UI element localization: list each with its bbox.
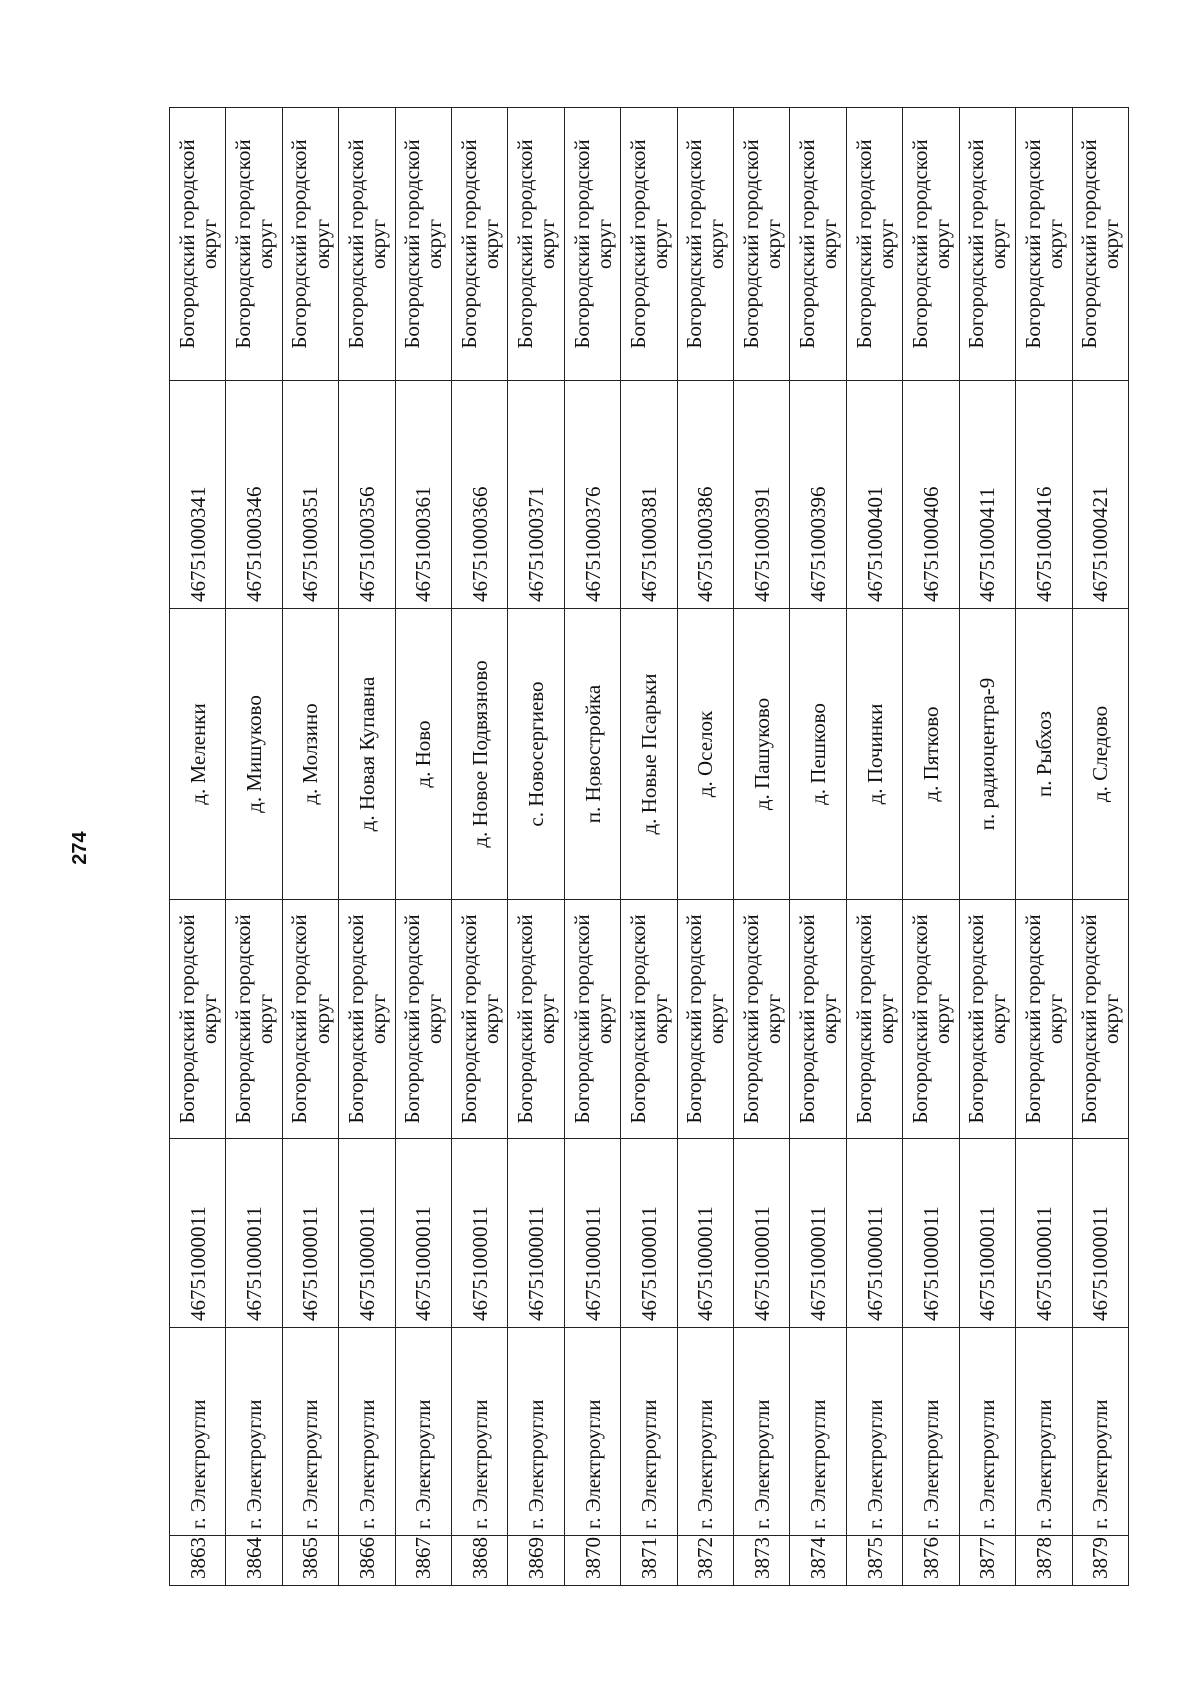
city-cell: г. Электроугли [508, 1328, 564, 1536]
settlement-district-cell: Богородский городской округ [1016, 108, 1072, 381]
row-number: 3878 [1016, 1536, 1072, 1586]
settlement-cell: д. Новые Псарьки [621, 609, 677, 900]
settlement-code-cell: 46751000361 [395, 381, 451, 609]
table-row [226, 108, 282, 1586]
district-cell: Богородский городской округ [903, 900, 959, 1139]
district-cell: Богородский городской округ [959, 900, 1015, 1139]
table-row [621, 108, 677, 1586]
city-cell: г. Электроугли [395, 1328, 451, 1536]
settlement-code-cell: 46751000366 [452, 381, 508, 609]
district-cell: Богородский городской округ [790, 900, 846, 1139]
settlement-cell: п. Новостройка [564, 609, 620, 900]
row-number: 3871 [621, 1536, 677, 1586]
settlement-code-cell: 46751000381 [621, 381, 677, 609]
settlement-cell: д. Мишуково [226, 609, 282, 900]
settlement-cell: д. Починки [846, 609, 902, 900]
settlement-district-cell: Богородский городской округ [395, 108, 451, 381]
settlement-code-cell: 46751000341 [170, 381, 226, 609]
city-cell: г. Электроугли [846, 1328, 902, 1536]
settlement-code-cell: 46751000396 [790, 381, 846, 609]
row-number: 3866 [339, 1536, 395, 1586]
settlement-code-cell: 46751000416 [1016, 381, 1072, 609]
settlement-district-cell: Богородский городской округ [282, 108, 338, 381]
city-cell: г. Электроугли [1072, 1328, 1129, 1536]
settlement-cell: д. Молзино [282, 609, 338, 900]
district-cell: Богородский городской округ [508, 900, 564, 1139]
settlement-district-cell: Богородский городской округ [226, 108, 282, 381]
table-row [395, 108, 451, 1586]
settlement-code-cell: 46751000376 [564, 381, 620, 609]
table-row [564, 108, 620, 1586]
settlements-table [169, 107, 1129, 1586]
settlement-district-cell: Богородский городской округ [790, 108, 846, 381]
okato-code-cell: 46751000011 [508, 1139, 564, 1328]
city-cell: г. Электроугли [226, 1328, 282, 1536]
settlement-district-cell: Богородский городской округ [1072, 108, 1129, 381]
settlement-district-cell: Богородский городской округ [846, 108, 902, 381]
okato-code-cell: 46751000011 [1072, 1139, 1129, 1328]
row-number: 3869 [508, 1536, 564, 1586]
row-number: 3877 [959, 1536, 1015, 1586]
table-body [170, 108, 1129, 1586]
okato-code-cell: 46751000011 [452, 1139, 508, 1328]
table-row [1072, 108, 1129, 1586]
settlement-cell: д. Пешково [790, 609, 846, 900]
table-row [790, 108, 846, 1586]
city-cell: г. Электроугли [790, 1328, 846, 1536]
settlement-code-cell: 46751000356 [339, 381, 395, 609]
district-cell: Богородский городской округ [1016, 900, 1072, 1139]
okato-code-cell: 46751000011 [564, 1139, 620, 1328]
okato-code-cell: 46751000011 [959, 1139, 1015, 1328]
okato-code-cell: 46751000011 [903, 1139, 959, 1328]
table-row [903, 108, 959, 1586]
city-cell: г. Электроугли [677, 1328, 733, 1536]
district-cell: Богородский городской округ [395, 900, 451, 1139]
district-cell: Богородский городской округ [621, 900, 677, 1139]
row-number: 3863 [170, 1536, 226, 1586]
settlement-code-cell: 46751000371 [508, 381, 564, 609]
table-row [282, 108, 338, 1586]
settlement-district-cell: Богородский городской округ [959, 108, 1015, 381]
city-cell: г. Электроугли [339, 1328, 395, 1536]
settlement-cell: д. Новое Подвязново [452, 609, 508, 900]
okato-code-cell: 46751000011 [170, 1139, 226, 1328]
settlement-cell: д. Пашуково [734, 609, 790, 900]
rotated-table-frame [169, 108, 1129, 1586]
district-cell: Богородский городской округ [339, 900, 395, 1139]
district-cell: Богородский городской округ [1072, 900, 1129, 1139]
settlement-district-cell: Богородский городской округ [564, 108, 620, 381]
settlement-cell: д. Оселок [677, 609, 733, 900]
okato-code-cell: 46751000011 [1016, 1139, 1072, 1328]
page-number: 274 [68, 831, 91, 865]
city-cell: г. Электроугли [903, 1328, 959, 1536]
row-number: 3868 [452, 1536, 508, 1586]
okato-code-cell: 46751000011 [226, 1139, 282, 1328]
settlement-district-cell: Богородский городской округ [339, 108, 395, 381]
table-row [452, 108, 508, 1586]
city-cell: г. Электроугли [170, 1328, 226, 1536]
district-cell: Богородский городской округ [677, 900, 733, 1139]
settlement-district-cell: Богородский городской округ [734, 108, 790, 381]
settlement-code-cell: 46751000406 [903, 381, 959, 609]
district-cell: Богородский городской округ [226, 900, 282, 1139]
table-row [677, 108, 733, 1586]
okato-code-cell: 46751000011 [790, 1139, 846, 1328]
okato-code-cell: 46751000011 [282, 1139, 338, 1328]
settlement-district-cell: Богородский городской округ [677, 108, 733, 381]
settlement-cell: д. Ново [395, 609, 451, 900]
table-container [169, 108, 1129, 1586]
row-number: 3874 [790, 1536, 846, 1586]
okato-code-cell: 46751000011 [734, 1139, 790, 1328]
city-cell: г. Электроугли [564, 1328, 620, 1536]
city-cell: г. Электроугли [734, 1328, 790, 1536]
table-row [846, 108, 902, 1586]
city-cell: г. Электроугли [959, 1328, 1015, 1536]
table-row [1016, 108, 1072, 1586]
row-number: 3867 [395, 1536, 451, 1586]
district-cell: Богородский городской округ [452, 900, 508, 1139]
settlement-cell: д. Пятково [903, 609, 959, 900]
city-cell: г. Электроугли [452, 1328, 508, 1536]
row-number: 3876 [903, 1536, 959, 1586]
row-number: 3872 [677, 1536, 733, 1586]
settlement-code-cell: 46751000421 [1072, 381, 1129, 609]
settlement-cell: п. радиоцентра-9 [959, 609, 1015, 900]
table-row [339, 108, 395, 1586]
row-number: 3875 [846, 1536, 902, 1586]
settlement-district-cell: Богородский городской округ [508, 108, 564, 381]
okato-code-cell: 46751000011 [339, 1139, 395, 1328]
city-cell: г. Электроугли [1016, 1328, 1072, 1536]
settlement-code-cell: 46751000401 [846, 381, 902, 609]
settlement-code-cell: 46751000351 [282, 381, 338, 609]
district-cell: Богородский городской округ [564, 900, 620, 1139]
city-cell: г. Электроугли [621, 1328, 677, 1536]
okato-code-cell: 46751000011 [621, 1139, 677, 1328]
district-cell: Богородский городской округ [734, 900, 790, 1139]
settlement-cell: д. Меленки [170, 609, 226, 900]
settlement-code-cell: 46751000346 [226, 381, 282, 609]
settlement-district-cell: Богородский городской округ [170, 108, 226, 381]
row-number: 3865 [282, 1536, 338, 1586]
district-cell: Богородский городской округ [282, 900, 338, 1139]
row-number: 3870 [564, 1536, 620, 1586]
settlement-code-cell: 46751000386 [677, 381, 733, 609]
settlement-district-cell: Богородский городской округ [903, 108, 959, 381]
row-number: 3873 [734, 1536, 790, 1586]
row-number: 3864 [226, 1536, 282, 1586]
okato-code-cell: 46751000011 [677, 1139, 733, 1328]
settlement-district-cell: Богородский городской округ [452, 108, 508, 381]
district-cell: Богородский городской округ [170, 900, 226, 1139]
okato-code-cell: 46751000011 [395, 1139, 451, 1328]
table-row [170, 108, 226, 1586]
table-row [959, 108, 1015, 1586]
settlement-cell: с. Новосергиево [508, 609, 564, 900]
district-cell: Богородский городской округ [846, 900, 902, 1139]
table-row [734, 108, 790, 1586]
settlement-code-cell: 46751000391 [734, 381, 790, 609]
settlement-cell: д. Следово [1072, 609, 1129, 900]
settlement-cell: д. Новая Купавна [339, 609, 395, 900]
row-number: 3879 [1072, 1536, 1129, 1586]
settlement-code-cell: 46751000411 [959, 381, 1015, 609]
settlement-district-cell: Богородский городской округ [621, 108, 677, 381]
settlement-cell: п. Рыбхоз [1016, 609, 1072, 900]
table-row [508, 108, 564, 1586]
okato-code-cell: 46751000011 [846, 1139, 902, 1328]
city-cell: г. Электроугли [282, 1328, 338, 1536]
